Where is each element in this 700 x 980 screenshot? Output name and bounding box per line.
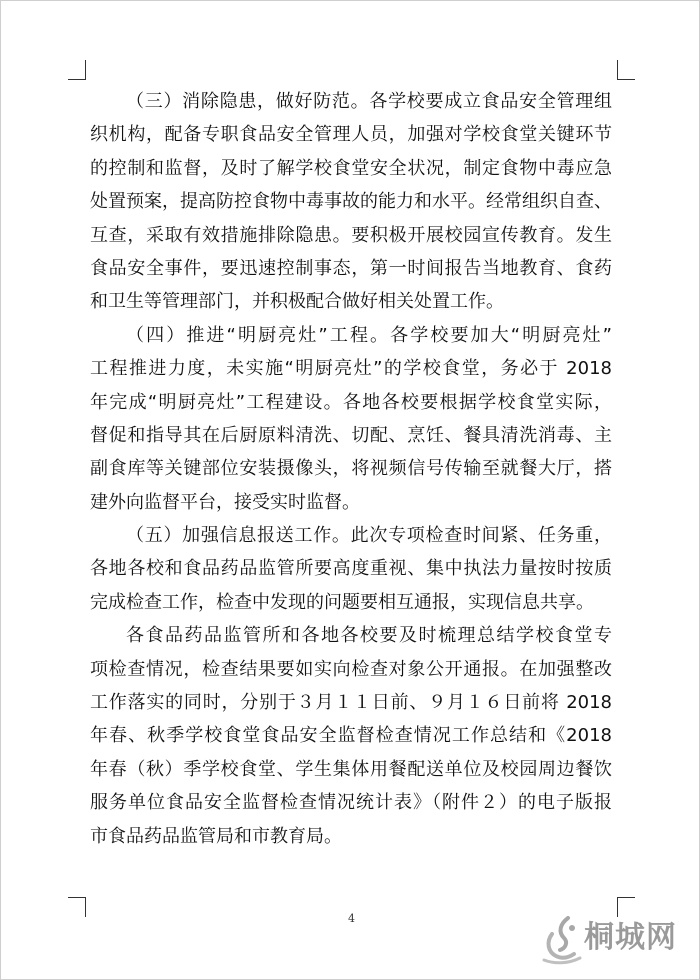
paragraph-line: 织机构，配备专职食品安全管理人员，加强对学校食堂关键环节 xyxy=(90,124,612,146)
paragraph-line: 各地各校和食品药品监管所要高度重视、集中执法力量按时按质 xyxy=(90,558,612,580)
paragraph-line: （四）推进“明厨亮灶”工程。各学校要加大“明厨亮灶” xyxy=(126,324,612,346)
watermark-text: 桐城网 xyxy=(584,920,677,955)
paragraph-line: 完成检查工作，检查中发现的问题要相互通报，实现信息共享。 xyxy=(90,591,594,613)
paragraph-line: （五）加强信息报送工作。此次专项检查时间紧、任务重， xyxy=(126,525,612,547)
paragraph-line: 各食品药品监管所和各地各校要及时梳理总结学校食堂专 xyxy=(126,625,612,647)
paragraph-section-3 xyxy=(90,85,612,319)
paragraph-section-5 xyxy=(90,519,612,619)
crop-mark-bottom-right xyxy=(617,897,635,917)
document-body xyxy=(90,85,612,853)
paragraph-line: 服务单位食品安全监督检查情况统计表》（附件２）的电子版报 xyxy=(90,792,612,814)
paragraph-line: 市食品药品监管局和市教育局。 xyxy=(90,825,342,847)
paragraph-line: （三）消除隐患，做好防范。各学校要成立食品安全管理组 xyxy=(126,91,612,112)
paragraph-line: 食品安全事件，要迅速控制事态，第一时间报告当地教育、食药 xyxy=(90,257,612,279)
paragraph-line: 和卫生等管理部门，并积极配合做好相关处置工作。 xyxy=(90,291,504,313)
paragraph-line: 督促和指导其在后厨原料清洗、切配、烹饪、餐具清洗消毒、主 xyxy=(90,424,612,446)
crop-mark-top-right xyxy=(617,60,635,80)
crop-mark-bottom-left xyxy=(68,897,86,917)
paragraph-line: 互查，采取有效措施排除隐患。要积极开展校园宣传教育。发生 xyxy=(90,224,612,246)
paragraph-line: 副食库等关键部位安装摄像头，将视频信号传输至就餐大厅，搭 xyxy=(90,458,612,480)
paragraph-line: 年春（秋）季学校食堂、学生集体用餐配送单位及校园周边餐饮 xyxy=(90,758,612,780)
paragraph-line: 处置预案，提高防控食物中毒事故的能力和水平。经常组织自查、 xyxy=(90,191,612,213)
paragraph-line: 建外向监督平台，接受实时监督。 xyxy=(90,491,360,513)
paragraph-line: 年完成“明厨亮灶”工程建设。各地各校要根据学校食堂实际， xyxy=(90,391,612,413)
watermark-logo-icon xyxy=(538,914,584,966)
paragraph-line: 工作落实的同时，分别于３月１１日前、９月１６日前将 2018 xyxy=(90,692,612,714)
paragraph-section-4 xyxy=(90,319,612,519)
page-number: 4 xyxy=(348,912,355,925)
paragraph-line: 年春、秋季学校食堂食品安全监督检查情况工作总结和《2018 xyxy=(90,725,612,747)
paragraph-summary xyxy=(90,619,612,853)
paragraph-line: 项检查情况，检查结果要如实向检查对象公开通报。在加强整改 xyxy=(90,658,612,680)
crop-mark-top-left xyxy=(68,60,86,80)
paragraph-line: 工程推进力度，未实施“明厨亮灶”的学校食堂，务必于 2018 xyxy=(90,358,612,380)
paragraph-line: 的控制和监督，及时了解学校食堂安全状况，制定食物中毒应急 xyxy=(90,157,612,179)
